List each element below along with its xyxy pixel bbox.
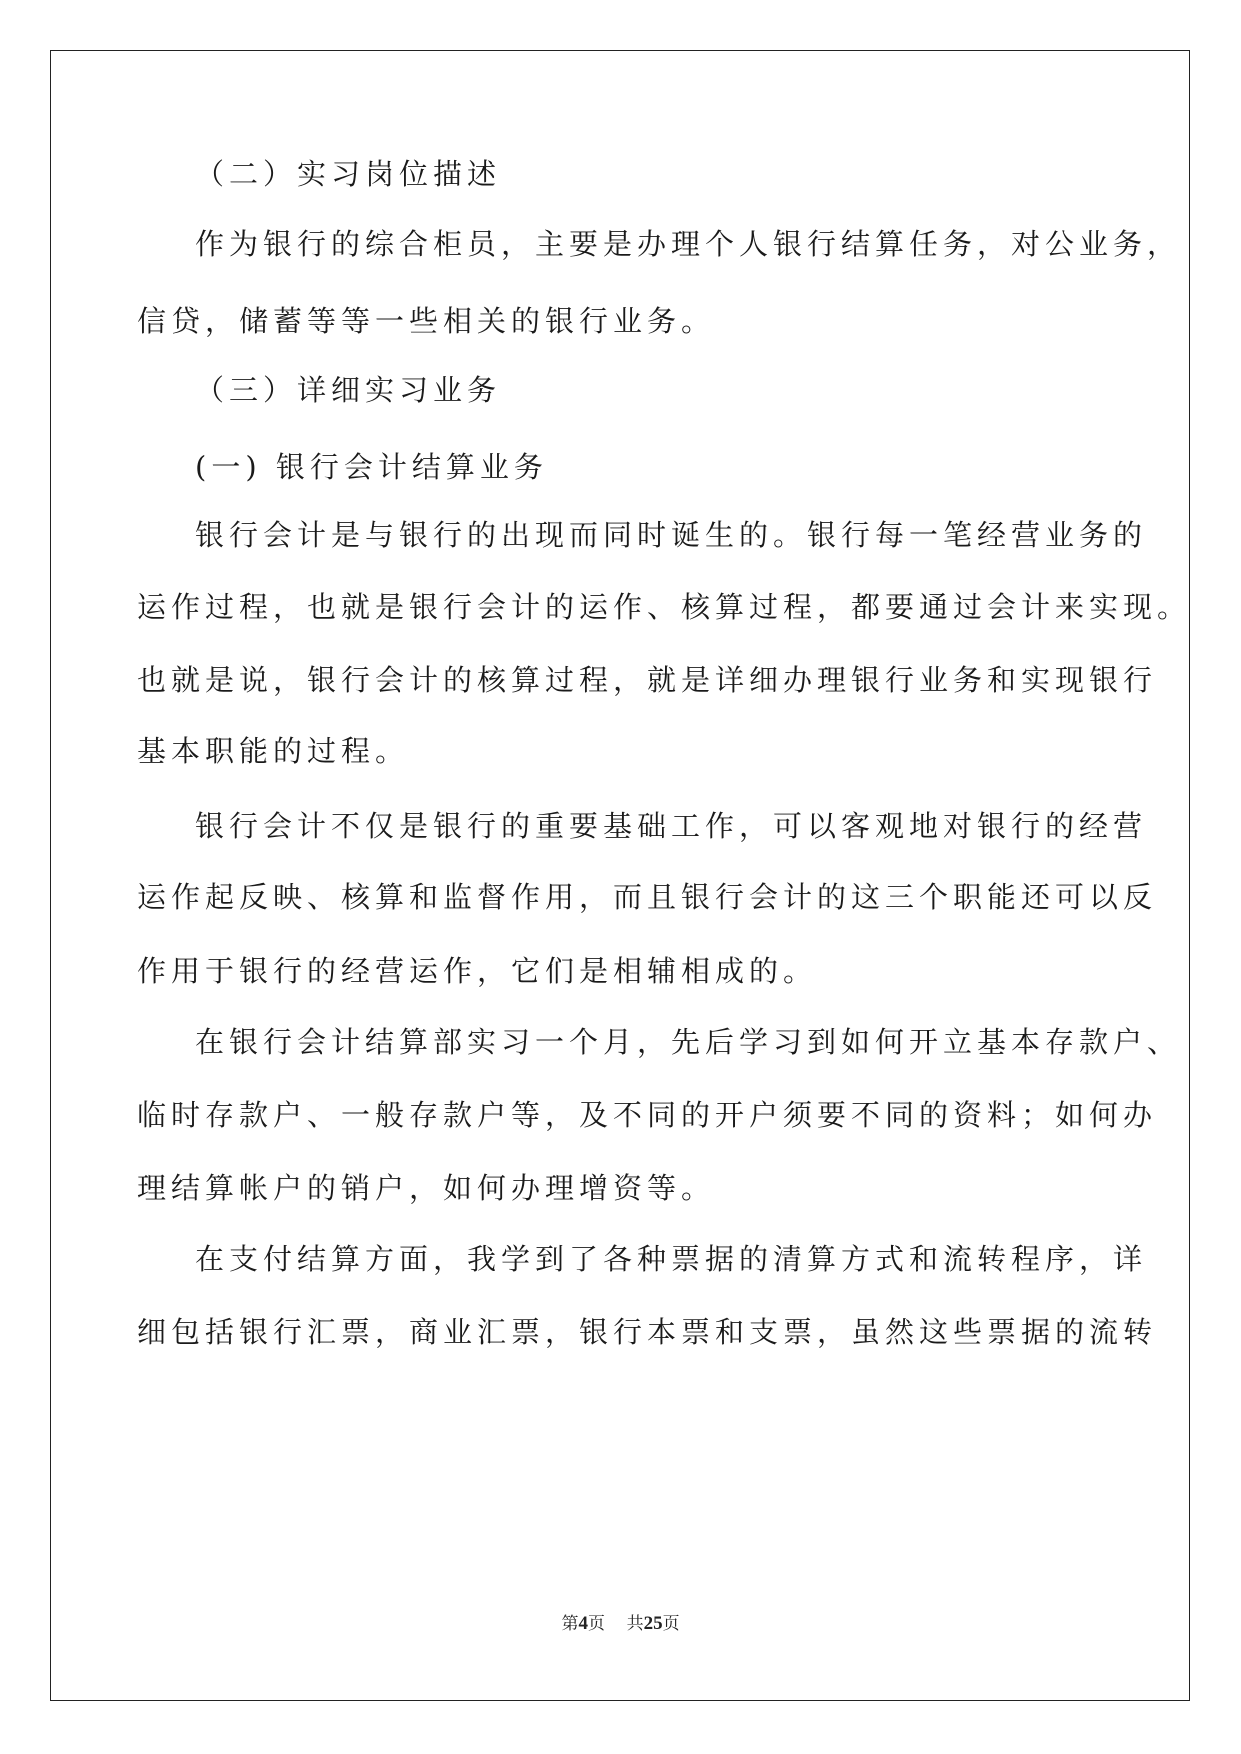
page-footer xyxy=(0,1612,1241,1636)
paragraph-line: 银行会计不仅是银行的重要基础工作，可以客观地对银行的经营 xyxy=(195,809,1148,843)
section-heading: （三）详细实习业务 xyxy=(195,373,502,407)
section-heading: （二）实习岗位描述 xyxy=(195,157,502,191)
paragraph-line: 作用于银行的经营运作，它们是相辅相成的。 xyxy=(137,954,818,988)
footer-prefix: 第 xyxy=(561,1614,579,1634)
paragraph-line: 作为银行的综合柜员，主要是办理个人银行结算任务，对公业务， xyxy=(195,227,1182,261)
page-number: 4 xyxy=(578,1613,588,1634)
paragraph-line: 细包括银行汇票，商业汇票，银行本票和支票，虽然这些票据的流转 xyxy=(137,1315,1158,1349)
paragraph-line: 在银行会计结算部实习一个月，先后学习到如何开立基本存款户、 xyxy=(195,1025,1182,1059)
paragraph-line: 也就是说，银行会计的核算过程，就是详细办理银行业务和实现银行 xyxy=(137,663,1158,697)
paragraph-line: 基本职能的过程。 xyxy=(137,734,410,768)
paragraph-line: 信贷，储蓄等等一些相关的银行业务。 xyxy=(137,304,716,338)
paragraph-line: 临时存款户、一般存款户等，及不同的开户须要不同的资料；如何办 xyxy=(137,1098,1158,1132)
subsection-heading: (一) 银行会计结算业务 xyxy=(195,450,548,484)
paragraph-line: 运作过程，也就是银行会计的运作、核算过程，都要通过会计来实现。 xyxy=(137,590,1192,624)
paragraph-line: 理结算帐户的销户，如何办理增资等。 xyxy=(137,1171,716,1205)
paragraph-line: 运作起反映、核算和监督作用，而且银行会计的这三个职能还可以反 xyxy=(137,880,1158,914)
total-pages: 25 xyxy=(643,1613,663,1634)
footer-total-suffix: 页 xyxy=(662,1614,680,1634)
footer-total-prefix: 共 xyxy=(626,1614,644,1634)
page-border xyxy=(50,50,1190,1701)
footer-page-suffix: 页 xyxy=(587,1614,605,1634)
paragraph-line: 银行会计是与银行的出现而同时诞生的。银行每一笔经营业务的 xyxy=(195,518,1148,552)
paragraph-line: 在支付结算方面，我学到了各种票据的清算方式和流转程序，详 xyxy=(195,1242,1148,1276)
